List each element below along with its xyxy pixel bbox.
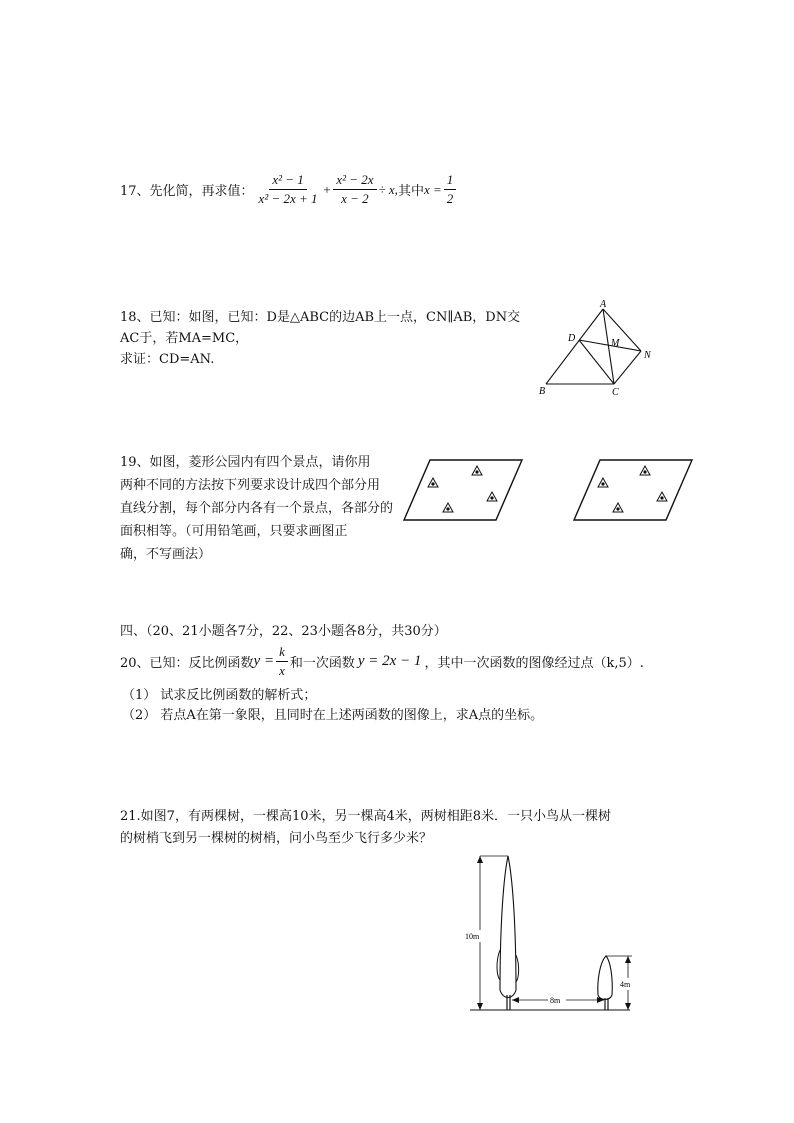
q21-label-8m: 8m bbox=[550, 996, 561, 1005]
q19-rhombus-right bbox=[570, 455, 698, 525]
q17-fraction-1 bbox=[256, 172, 321, 207]
question-17 bbox=[120, 172, 458, 207]
q21-label-4m: 4m bbox=[620, 980, 631, 989]
q17-plus: + bbox=[322, 181, 332, 197]
q21-label-10m: 10m bbox=[465, 932, 480, 941]
q17-frac1-denominator: x² − 2x + 1 bbox=[258, 191, 318, 206]
q17-frac2-numerator: x² − 2x bbox=[333, 172, 376, 190]
q18-line-2: AC于，若MA=MC， bbox=[120, 331, 249, 346]
q20-mid: 和一次函数 bbox=[289, 656, 355, 671]
q20-prefix: 20、已知：反比例函数 bbox=[120, 656, 254, 671]
question-21-text bbox=[120, 806, 611, 850]
q17-fraction-2 bbox=[333, 172, 376, 207]
section-4-heading: 四、（20、21小题各7分，22、23小题各8分，共30分） bbox=[120, 624, 447, 639]
question-19-text bbox=[120, 451, 393, 566]
q20-subquestion-2: （2） 若点A在第一象限，且同时在上述两函数的图像上，求A点的坐标。 bbox=[122, 708, 544, 723]
q20-subquestion-1: （1） 试求反比例函数的解析式； bbox=[122, 688, 317, 703]
q17-condition-var: x = bbox=[423, 181, 442, 197]
q17-condition-prefix: 其中 bbox=[397, 184, 424, 199]
q20-linear-function: y = 2x − 1 bbox=[357, 653, 422, 669]
q21-line-1: 21.如图7，有两棵树，一棵高10米，另一棵高4米，两树相距8米．一只小鸟从一棵树 bbox=[120, 809, 612, 824]
question-20 bbox=[120, 644, 644, 679]
q19-line-4: 面积相等。（可用铅笔画，只要求画图正 bbox=[120, 524, 348, 539]
q20-suffix: ，其中一次函数的图像经过点（k,5）. bbox=[424, 656, 644, 671]
q20-x: x bbox=[279, 663, 285, 678]
q18-label-B: B bbox=[539, 386, 546, 397]
q20-k: k bbox=[276, 644, 288, 662]
q18-label-D: D bbox=[568, 333, 576, 344]
q18-label-C: C bbox=[612, 387, 619, 398]
q17-condition-fraction bbox=[444, 172, 457, 207]
q18-label-A: A bbox=[600, 300, 607, 310]
q20-k-over-x bbox=[276, 644, 288, 679]
q20-y-equals: y = bbox=[253, 653, 275, 669]
q21-trees-figure bbox=[460, 850, 640, 1020]
q19-line-5: 确，不写画法） bbox=[120, 547, 212, 562]
q19-line-2: 两种不同的方法按下列要求设计成四个部分用 bbox=[120, 478, 381, 493]
q17-frac2-denominator: x − 2 bbox=[341, 191, 369, 206]
q17-frac1-numerator: x² − 1 bbox=[269, 172, 306, 190]
q19-right-spots bbox=[598, 466, 667, 512]
q18-line-1: 18、已知：如图，已知：D是△ABC的边AB上一点，CN∥AB，DN交 bbox=[120, 310, 521, 325]
q19-line-3: 直线分割，每个部分内各有一个景点，各部分的 bbox=[120, 501, 394, 516]
q19-left-spots bbox=[428, 466, 497, 512]
q18-triangle-figure bbox=[530, 300, 670, 400]
q19-rhombus-left bbox=[400, 455, 528, 525]
q17-divide-x: ÷ x, bbox=[378, 181, 398, 197]
q18-label-M: M bbox=[611, 338, 620, 349]
q17-label: 17、先化简，再求值： bbox=[120, 184, 254, 199]
q18-label-N: N bbox=[644, 350, 651, 361]
q21-line-2: 的树梢飞到另一棵树的树梢，问小鸟至少飞行多少米？ bbox=[120, 831, 433, 846]
q17-cond-numerator: 1 bbox=[444, 172, 457, 190]
q17-cond-denominator: 2 bbox=[446, 191, 454, 206]
q19-line-1: 19、如图，菱形公园内有四个景点，请你用 bbox=[120, 455, 371, 470]
question-18-text bbox=[120, 307, 520, 370]
q18-line-3: 求证：CD=AN. bbox=[120, 352, 215, 367]
